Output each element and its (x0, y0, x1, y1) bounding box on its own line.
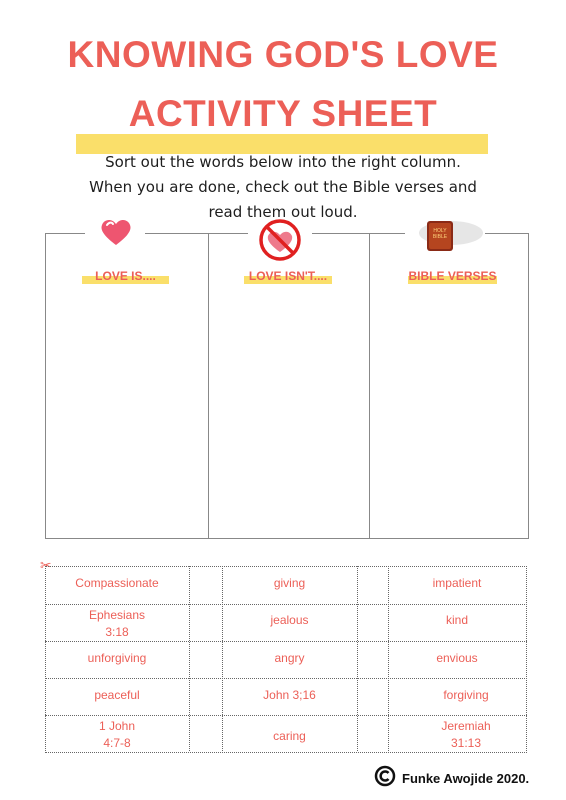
page-title-line-2: ACTIVITY SHEET (128, 93, 438, 134)
svg-text:BIBLE: BIBLE (432, 234, 448, 240)
column-divider (208, 234, 209, 538)
svg-text:HOLY: HOLY (433, 228, 447, 234)
word-card[interactable]: unforgiving (87, 651, 147, 665)
word-card[interactable]: forgiving (443, 688, 489, 702)
column-label-bible-verses: BIBLE VERSES (408, 269, 497, 283)
scissors-icon: ✂ (40, 558, 52, 574)
copyright-icon (374, 765, 396, 791)
word-card[interactable]: angry (274, 651, 305, 665)
bible-icon (405, 217, 485, 261)
instructions-line: Sort out the words below into the right column. (105, 153, 461, 171)
instructions-line: When you are done, check out the Bible verses and (89, 178, 477, 196)
word-card[interactable]: Jeremiah 31:13 (441, 719, 491, 750)
word-card[interactable]: giving (273, 576, 306, 590)
word-card[interactable]: 1 John 4:7-8 (98, 719, 136, 750)
word-card[interactable]: peaceful (94, 688, 140, 702)
footer-credit (374, 766, 529, 790)
word-card[interactable]: John 3;16 (263, 688, 316, 702)
word-card[interactable]: jealous (270, 613, 309, 627)
heart-icon (98, 217, 134, 251)
no-heart-icon (258, 218, 302, 266)
word-card[interactable]: Ephesians 3:18 (88, 608, 146, 639)
footer-author: Funke Awojide 2020. (402, 770, 530, 786)
cut-line (189, 566, 190, 751)
column-label-love-is: LOVE IS.... (82, 268, 169, 284)
instructions (40, 150, 526, 225)
instructions-line: read them out loud. (208, 203, 358, 221)
word-card[interactable]: caring (273, 729, 306, 743)
page-title-line-1: KNOWING GOD'S LOVE (67, 34, 499, 75)
word-card[interactable]: impatient (432, 576, 482, 590)
word-card[interactable]: envious (436, 651, 478, 665)
column-divider (369, 234, 370, 538)
column-label-love-isnt: LOVE ISN'T.... (244, 268, 332, 284)
cut-line (357, 566, 358, 751)
word-card[interactable]: Compassionate (75, 576, 159, 590)
word-card[interactable]: kind (445, 613, 468, 627)
